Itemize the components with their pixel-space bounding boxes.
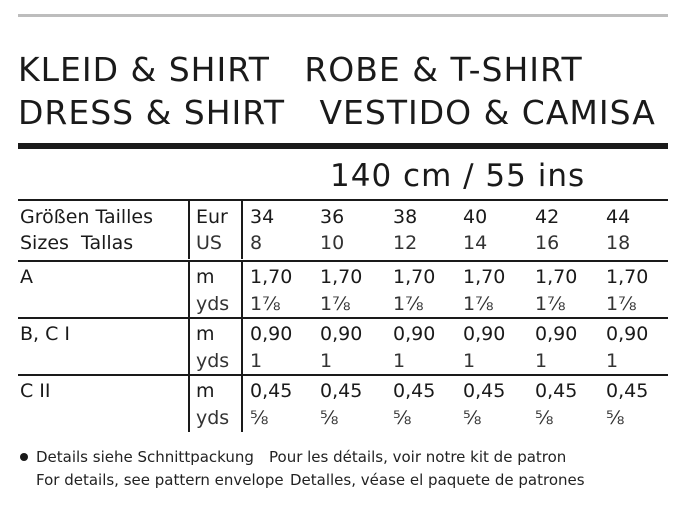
yard-value-cell: 1 bbox=[393, 350, 406, 372]
header-col-divider-1 bbox=[188, 201, 190, 259]
meter-value-cell: 0,45 bbox=[606, 380, 649, 402]
us-size-cell: 14 bbox=[463, 232, 488, 254]
meter-value-cell: 0,90 bbox=[320, 323, 363, 345]
header-unit-eur: Eur bbox=[196, 206, 228, 228]
meter-value-cell: 1,70 bbox=[320, 266, 363, 288]
meter-value-cell: 1,70 bbox=[463, 266, 506, 288]
meter-value-cell: 0,90 bbox=[393, 323, 436, 345]
title-divider bbox=[18, 143, 668, 149]
meter-value-cell: 0,45 bbox=[463, 380, 506, 402]
yard-value-cell: 1 bbox=[250, 350, 263, 372]
yard-value-cell: 1 bbox=[535, 350, 548, 372]
footnote-fr: Pour les détails, voir notre kit de patron bbox=[269, 448, 567, 466]
eur-size-cell: 44 bbox=[606, 206, 631, 228]
unit-m-label: m bbox=[196, 323, 215, 345]
yard-value-cell: 1⅞ bbox=[535, 293, 566, 315]
yard-value-cell: ⅝ bbox=[606, 407, 625, 429]
meter-value-cell: 1,70 bbox=[535, 266, 578, 288]
unit-yds-label: yds bbox=[196, 293, 230, 315]
fabric-width-heading: 140 cm / 55 ins bbox=[330, 158, 586, 194]
unit-col-divider bbox=[241, 262, 243, 432]
row-divider bbox=[18, 260, 668, 262]
bullet-icon bbox=[20, 453, 28, 461]
top-divider bbox=[18, 14, 668, 17]
meter-value-cell: 0,90 bbox=[535, 323, 578, 345]
table-top-rule bbox=[18, 199, 668, 201]
yard-value-cell: 1⅞ bbox=[320, 293, 351, 315]
meter-value-cell: 0,90 bbox=[463, 323, 506, 345]
yard-value-cell: ⅝ bbox=[320, 407, 339, 429]
us-size-cell: 8 bbox=[250, 232, 263, 254]
meter-value-cell: 0,45 bbox=[320, 380, 363, 402]
row-label: C II bbox=[20, 380, 51, 402]
meter-value-cell: 0,45 bbox=[250, 380, 293, 402]
us-size-cell: 16 bbox=[535, 232, 560, 254]
yard-value-cell: 1 bbox=[606, 350, 619, 372]
meter-value-cell: 0,45 bbox=[393, 380, 436, 402]
us-size-cell: 12 bbox=[393, 232, 418, 254]
unit-m-label: m bbox=[196, 380, 215, 402]
us-size-cell: 10 bbox=[320, 232, 345, 254]
footnote-de: Details siehe Schnittpackung bbox=[36, 448, 254, 466]
eur-size-cell: 34 bbox=[250, 206, 275, 228]
yard-value-cell: 1 bbox=[463, 350, 476, 372]
eur-size-cell: 42 bbox=[535, 206, 560, 228]
header-label-row2: Sizes Tallas bbox=[20, 232, 134, 254]
meter-value-cell: 0,90 bbox=[606, 323, 649, 345]
eur-size-cell: 40 bbox=[463, 206, 488, 228]
footnote-en: For details, see pattern envelope bbox=[36, 471, 284, 489]
yard-value-cell: ⅝ bbox=[463, 407, 482, 429]
yard-value-cell: 1⅞ bbox=[463, 293, 494, 315]
row-divider bbox=[18, 317, 668, 319]
label-col-divider bbox=[188, 262, 190, 432]
row-label: A bbox=[20, 266, 33, 288]
meter-value-cell: 0,45 bbox=[535, 380, 578, 402]
yard-value-cell: 1⅞ bbox=[606, 293, 637, 315]
eur-size-cell: 36 bbox=[320, 206, 345, 228]
meter-value-cell: 0,90 bbox=[250, 323, 293, 345]
footnote-es: Detalles, véase el paquete de patrones bbox=[290, 471, 585, 489]
eur-size-cell: 38 bbox=[393, 206, 418, 228]
row-divider bbox=[18, 374, 668, 376]
yard-value-cell: ⅝ bbox=[250, 407, 269, 429]
unit-yds-label: yds bbox=[196, 350, 230, 372]
title-line-2: DRESS & SHIRT VESTIDO & CAMISA bbox=[18, 93, 656, 132]
us-size-cell: 18 bbox=[606, 232, 631, 254]
unit-m-label: m bbox=[196, 266, 215, 288]
header-col-divider-2 bbox=[241, 201, 243, 259]
unit-yds-label: yds bbox=[196, 407, 230, 429]
yard-value-cell: 1 bbox=[320, 350, 333, 372]
meter-value-cell: 1,70 bbox=[250, 266, 293, 288]
yard-value-cell: 1⅞ bbox=[393, 293, 424, 315]
meter-value-cell: 1,70 bbox=[393, 266, 436, 288]
yard-value-cell: ⅝ bbox=[393, 407, 412, 429]
title-line-1: KLEID & SHIRT ROBE & T-SHIRT bbox=[18, 50, 583, 89]
yard-value-cell: 1⅞ bbox=[250, 293, 281, 315]
header-unit-us: US bbox=[196, 232, 222, 254]
header-label-row1: Größen Tailles bbox=[20, 206, 154, 228]
meter-value-cell: 1,70 bbox=[606, 266, 649, 288]
yard-value-cell: ⅝ bbox=[535, 407, 554, 429]
row-label: B, C I bbox=[20, 323, 71, 345]
